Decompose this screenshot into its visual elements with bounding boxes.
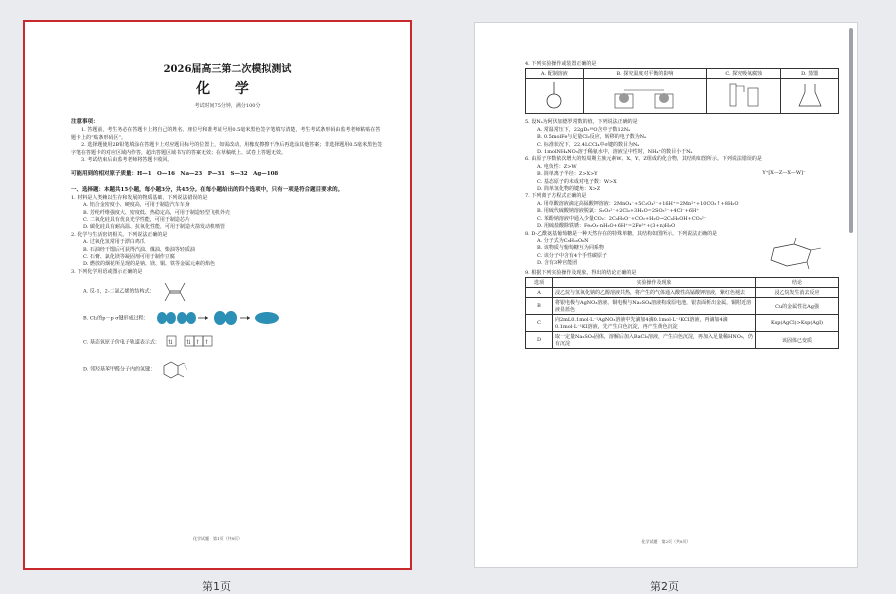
question-option: B. 0.5molFe与足量Cl₂反应，转移的电子数为Nₐ bbox=[537, 134, 647, 141]
notice-item: 2. 选择题使用2B铅笔填涂在答题卡上对应题目标号的位置上，如需改动，用橡皮擦擦干净后再选涂其他答案；非选择题用0.5毫米黑色签字笔在答题卡的对应区域内作答，超出答题区域书写的答案无效；在草稿纸上、试卷上答题无效。 bbox=[71, 142, 383, 156]
question-option: C. 标准状况下，22.4LCCl₄中σ键的数目为Nₐ bbox=[537, 141, 640, 148]
question-stem: 3. 下列化学用语或图示正确的是 bbox=[71, 268, 143, 275]
question-stem: 6. 由原子序数依次增大的短周期主族元素W、X、Y、Z组成的化合物，其结构如图所示。下列说法错误的是 bbox=[525, 156, 762, 163]
question-stem: 9. 根据下列实验操作及现象，得出的结论正确的是 bbox=[525, 269, 637, 276]
question-option: D. 邻羟基苯甲醛分子内的氢键： bbox=[83, 366, 156, 373]
notice-item: 3. 考试结束后由监考老师将答题卡收回。 bbox=[81, 157, 173, 164]
conclusion-table bbox=[525, 277, 839, 349]
sugar-structure bbox=[749, 238, 839, 270]
table-cell: A bbox=[526, 288, 553, 298]
page-label[interactable]: 第2页 bbox=[650, 580, 679, 593]
subject-title: 化 学 bbox=[196, 81, 259, 97]
table-row bbox=[526, 288, 839, 298]
table-header: D. 蒸馏 bbox=[781, 69, 839, 79]
question-option: A. 铝合金密度小、硬度高，可用于制造汽车车身 bbox=[83, 202, 190, 209]
orbital-diagram bbox=[165, 334, 235, 350]
experiment-figure-table bbox=[525, 68, 839, 114]
page-1[interactable] bbox=[23, 20, 412, 570]
table-row bbox=[526, 298, 839, 315]
question-option: D. 含有3种官能团 bbox=[537, 260, 578, 267]
question-stem: 2. 化学与生活密切相关。下列说法正确的是 bbox=[71, 231, 168, 238]
question-stem: 5. 设Nₐ为阿伏加德罗常数的值，下列说法正确的是 bbox=[525, 119, 638, 126]
table-header: 结论 bbox=[756, 278, 839, 288]
table-header: 实验操作及现象 bbox=[553, 278, 756, 288]
svg-text:↑: ↑ bbox=[204, 339, 210, 347]
question-stem: 1. 材料是人类赖以生存和发展的物质基础，下列说法错误的是 bbox=[71, 194, 208, 201]
atomic-mass-line: 可能用到的相对原子质量：H—1 O—16 Na—23 P—31 S—32 Ag—108 bbox=[71, 170, 279, 177]
exam-title: 2026届高三第二次模拟测试 bbox=[163, 64, 292, 75]
question-option: D. 简单氢化物的键角：X>Z bbox=[537, 186, 601, 193]
notice-heading: 注意事项： bbox=[71, 119, 99, 125]
question-option: D. 燃放的烟花所呈现的是钠、镁、铜、铁等金属元素的焰色 bbox=[83, 261, 216, 268]
question-option: C. 苯酚钠溶液中通入少量CO₂：2C₆H₅O⁻+CO₂+H₂O→2C₆H₅OH+CO₃²⁻ bbox=[537, 215, 707, 222]
table-cell: 浸乙烷发生消去反应 bbox=[756, 288, 839, 298]
page-footer: 化学试题 第1页（共8页） bbox=[192, 536, 243, 541]
table-cell: 向2mL0.1mol·L⁻¹AgNO₃溶液中先滴加4滴0.1mol·L⁻¹KCl溶液，再滴加4滴0.1mol·L⁻¹KI溶液，先产生白色沉淀，再产生黄色沉淀 bbox=[553, 315, 756, 332]
notice-item: 1. 答题前，考生务必在答题卡上将自己的姓名、座位号和准考证号用0.5毫米黑色签字笔填写清楚，考生考试条形码由监考老师粘贴在答题卡上的“贴条形码区”。 bbox=[71, 127, 381, 141]
flask-figure bbox=[539, 80, 569, 110]
corrosion-figure bbox=[724, 80, 764, 110]
table-header: 选项 bbox=[526, 278, 553, 288]
equilibrium-figure bbox=[610, 80, 680, 110]
svg-text:↑: ↑ bbox=[195, 339, 201, 347]
compound-structure: Y⁺[X—Z—X—W]⁻ bbox=[762, 169, 806, 176]
table-cell: Ksp(AgCl)>Ksp(AgI) bbox=[756, 315, 839, 332]
question-option: B. 用硫代硫酸钠溶液脱氯：S₂O₃²⁻+2Cl₂+3H₂O=2SO₃²⁻+4Cl⁻+6H⁺ bbox=[537, 208, 700, 215]
table-header: B. 探究温度对平衡的影响 bbox=[583, 69, 707, 79]
svg-text:⇅: ⇅ bbox=[186, 339, 192, 347]
table-row bbox=[526, 315, 839, 332]
section-heading: 一、选择题：本题共15小题，每小题3分，共45分。在每小题给出的四个选项中，只有一项是符合题目要求的。 bbox=[71, 186, 344, 193]
table-cell: 将银电极与AgNO₃溶液、铜电极与Na₂SO₄溶液构成原电池，银表面析出金属，铜附近溶液显蓝色 bbox=[553, 298, 756, 315]
distillation-figure bbox=[795, 80, 825, 110]
question-option: B. 简单离子半径：Z>X>Y bbox=[537, 171, 598, 178]
question-option: A. 电负性：Z>W bbox=[537, 163, 577, 170]
svg-text:⇅: ⇅ bbox=[168, 339, 174, 347]
question-option: A. 分子式为C₈H₁₆O₆N bbox=[537, 237, 589, 244]
table-row bbox=[526, 332, 839, 349]
question-option: A. 用草酸溶液滴定高锰酸钾溶液：2MnO₄⁻+5C₂O₄²⁻+16H⁺=2Mn²⁺+10CO₂↑+8H₂O bbox=[537, 200, 739, 207]
table-cell: 取一定量Na₂SO₃固体，溶解后加入BaCl₂溶液，产生白色沉淀，再加入足量稀HNO₃，仍有沉淀 bbox=[553, 332, 756, 349]
question-option: D. 用硫盐酸除铁锈：Fe₂O₃·nH₂O+6H⁺=2Fe³⁺+(3+n)H₂O bbox=[537, 223, 676, 230]
question-option: C. 基态原子的未成对电子数：W>X bbox=[537, 178, 617, 185]
table-cell: C bbox=[526, 315, 553, 332]
question-option: C. 石膏、氯化镁等凝固剂可用于制作豆腐 bbox=[83, 254, 175, 261]
question-option: A. 常温常压下，22gD₂¹⁸O含中子数12Nₐ bbox=[537, 126, 631, 133]
question-option: D. 碳化硅具有耐高温、抗氧化性能，可用于制造火箭发动机喷管 bbox=[83, 224, 226, 231]
question-option: B. 该物质与葡萄糖互为同系物 bbox=[537, 245, 604, 252]
hydrogen-bond-structure bbox=[161, 358, 191, 380]
question-stem: 4. 下列实验操作或装置正确的是 bbox=[525, 61, 597, 67]
scrollbar[interactable] bbox=[849, 28, 853, 233]
question-option: C. 基态氧原子价电子轨道表示式： bbox=[83, 339, 160, 346]
question-option: C. 该分子中含有4个手性碳原子 bbox=[537, 252, 608, 259]
question-stem: 8. D-乙酰氨基葡萄糖是一种天然存在的特殊单糖，其结构如图所示。下列说法正确的是 bbox=[525, 230, 718, 237]
exam-meta: 考试时间75分钟，满分100分 bbox=[194, 103, 261, 109]
table-cell: 该固体已变质 bbox=[756, 332, 839, 349]
question-option: D. 1molNH₄NO₃溶于稀氨水中，溶液呈中性时，NH₄⁺的数目小于Nₐ bbox=[537, 149, 693, 156]
question-option: B. Cl₂的p－p σ键形成过程： bbox=[83, 315, 149, 322]
table-cell: 浸乙烷与氢氧化钠的乙醇溶液共热，将产生的气体通入酸性高锰酸钾溶液，紫红色褪去 bbox=[553, 288, 756, 298]
table-cell: D bbox=[526, 332, 553, 349]
question-option: A. 反-1，2-二氯乙烯的结构式： bbox=[83, 288, 155, 295]
p-p-sigma-bond-diagram bbox=[154, 308, 284, 328]
question-option: C. 二氧化硅具有优良光学性能，可用于制造芯片 bbox=[83, 216, 190, 223]
question-stem: 7. 下列离子方程式正确的是 bbox=[525, 193, 587, 200]
table-header: A. 配制溶液 bbox=[526, 69, 584, 79]
table-cell: Cu的金属性比Ag强 bbox=[756, 298, 839, 315]
page-label[interactable]: 第1页 bbox=[202, 580, 231, 593]
table-cell: B bbox=[526, 298, 553, 315]
question-option: B. 石油经干馏后可获得汽油、煤油、柴油等轻质油 bbox=[83, 246, 195, 253]
question-option: B. 芳纶纤维强度大、密度低、热稳定高，可用于制造轻型飞机外壳 bbox=[83, 209, 230, 216]
table-header: C. 探究吸氧腐蚀 bbox=[707, 69, 781, 79]
dichloroethylene-structure bbox=[160, 280, 190, 302]
page-2[interactable] bbox=[474, 22, 858, 568]
page-footer: 化学试题 第2页（共8页） bbox=[641, 539, 691, 544]
question-option: A. 过氧化氢常用于漂白鸡爪 bbox=[83, 239, 145, 246]
